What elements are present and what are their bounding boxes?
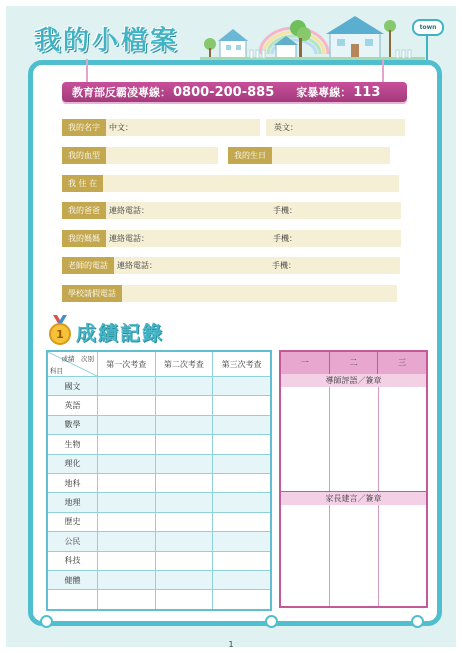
comment-column-header: 一 xyxy=(281,352,330,374)
mobile-label: 手機： xyxy=(273,234,297,243)
address-label: 我 住 在 xyxy=(62,175,103,192)
hotline-number-1: 0800-200-885 xyxy=(173,84,275,100)
school-row xyxy=(62,285,397,302)
score-cell[interactable] xyxy=(213,454,271,473)
score-cell[interactable] xyxy=(98,512,156,531)
comments-table xyxy=(279,350,428,608)
page-title: 我的小檔案 xyxy=(34,26,180,56)
subject-cell: 數學 xyxy=(47,415,98,434)
score-cell[interactable] xyxy=(155,377,213,396)
table-row xyxy=(47,377,271,396)
score-cell[interactable] xyxy=(155,551,213,570)
corner-bottom-label: 科目 xyxy=(50,367,63,375)
english-name-label: 英文： xyxy=(274,123,298,132)
subject-cell: 國文 xyxy=(47,377,98,396)
town-illustration xyxy=(200,14,425,60)
score-cell[interactable] xyxy=(155,435,213,454)
mobile-label: 手機： xyxy=(272,261,296,270)
exam-header: 第三次考查 xyxy=(213,351,271,377)
table-row xyxy=(47,512,271,531)
score-cell[interactable] xyxy=(213,551,271,570)
subject-cell: 生物 xyxy=(47,435,98,454)
score-cell[interactable] xyxy=(98,435,156,454)
father-phone-field[interactable] xyxy=(106,202,270,219)
subject-cell: 地理 xyxy=(47,493,98,512)
corner-dot xyxy=(40,615,53,628)
exam-header: 第一次考查 xyxy=(98,351,156,377)
hotline-number-2: 113 xyxy=(353,84,381,100)
table-row xyxy=(47,570,271,589)
score-cell[interactable] xyxy=(98,493,156,512)
score-cell[interactable] xyxy=(98,590,156,610)
table-row xyxy=(47,435,271,454)
father-mobile-field[interactable] xyxy=(270,202,401,219)
teacher-row xyxy=(62,257,400,274)
birthday-label: 我的生日 xyxy=(228,147,272,164)
parent-comment-heading: 家長建言／簽章 xyxy=(281,492,426,505)
subject-cell: 歷史 xyxy=(47,512,98,531)
address-field[interactable] xyxy=(103,175,399,192)
score-cell[interactable] xyxy=(213,377,271,396)
father-row xyxy=(62,202,401,219)
corner-cell xyxy=(47,351,98,377)
score-cell[interactable] xyxy=(155,493,213,512)
name-label: 我的名字 xyxy=(62,119,106,136)
name-row xyxy=(62,119,405,136)
mother-label: 我的媽媽 xyxy=(62,230,106,247)
comment-column-header: 二 xyxy=(330,352,379,374)
score-cell[interactable] xyxy=(155,590,213,610)
exam-header: 第二次考查 xyxy=(155,351,213,377)
corner-dot xyxy=(265,615,278,628)
table-row xyxy=(47,532,271,551)
score-cell[interactable] xyxy=(98,377,156,396)
grades-title: 成績記錄 xyxy=(76,321,164,345)
chinese-name-label: 中文： xyxy=(109,123,133,132)
table-row xyxy=(47,415,271,434)
blood-type-label: 我的血型 xyxy=(62,147,106,164)
score-cell[interactable] xyxy=(155,512,213,531)
table-row xyxy=(47,493,271,512)
contact-label: 連絡電話： xyxy=(117,261,157,270)
school-leave-phone-field[interactable] xyxy=(122,285,397,302)
teacher-comment-heading: 導師評語／簽章 xyxy=(281,374,426,387)
town-sign: town xyxy=(412,19,444,36)
subject-cell xyxy=(47,590,98,610)
score-cell[interactable] xyxy=(98,454,156,473)
score-cell[interactable] xyxy=(155,570,213,589)
column-divider xyxy=(378,387,379,491)
column-divider xyxy=(378,505,379,606)
score-cell[interactable] xyxy=(213,512,271,531)
mobile-label: 手機： xyxy=(273,206,297,215)
score-cell[interactable] xyxy=(213,493,271,512)
banner-hanger xyxy=(382,59,384,83)
score-cell[interactable] xyxy=(98,551,156,570)
subject-cell: 理化 xyxy=(47,454,98,473)
school-leave-phone-label: 學校請假電話 xyxy=(62,285,122,302)
contact-label: 連絡電話： xyxy=(109,206,149,215)
teacher-phone-label: 老師的電話 xyxy=(62,257,114,274)
hotline-banner xyxy=(62,82,407,102)
teacher-phone-field[interactable] xyxy=(114,257,269,274)
subject-cell: 地科 xyxy=(47,473,98,492)
corner-top-label: 成績 次別 xyxy=(61,355,94,363)
contact-label: 連絡電話： xyxy=(109,234,149,243)
subject-cell: 英語 xyxy=(47,396,98,415)
score-cell[interactable] xyxy=(213,415,271,434)
corner-dot xyxy=(411,615,424,628)
score-cell[interactable] xyxy=(213,590,271,610)
score-cell[interactable] xyxy=(98,415,156,434)
mother-phone-field[interactable] xyxy=(106,230,270,247)
score-cell[interactable] xyxy=(213,532,271,551)
hotline-label-1: 教育部反霸凌專線： xyxy=(72,86,171,99)
teacher-mobile-field[interactable] xyxy=(269,257,400,274)
father-label: 我的爸爸 xyxy=(62,202,106,219)
chinese-name-field[interactable] xyxy=(106,119,260,136)
table-row xyxy=(47,551,271,570)
mother-mobile-field[interactable] xyxy=(270,230,401,247)
column-divider xyxy=(329,505,330,606)
subject-cell: 健體 xyxy=(47,570,98,589)
score-cell[interactable] xyxy=(213,435,271,454)
banner-hanger xyxy=(86,59,88,83)
score-cell[interactable] xyxy=(98,570,156,589)
score-cell[interactable] xyxy=(155,415,213,434)
grades-header-row xyxy=(47,351,271,377)
column-divider xyxy=(329,387,330,491)
comments-header xyxy=(281,352,426,374)
score-cell[interactable] xyxy=(155,532,213,551)
table-row xyxy=(47,590,271,610)
hotline-label-2: 家暴專線： xyxy=(296,86,352,99)
score-cell[interactable] xyxy=(213,570,271,589)
address-row xyxy=(62,175,399,192)
comment-column-header: 三 xyxy=(398,358,407,367)
grades-table xyxy=(46,350,272,611)
english-name-field[interactable] xyxy=(266,119,405,136)
page-number: 1 xyxy=(228,640,234,649)
svg-text:1: 1 xyxy=(56,328,64,341)
blood-birthday-row xyxy=(62,147,390,164)
score-cell[interactable] xyxy=(155,396,213,415)
table-row xyxy=(47,396,271,415)
score-cell[interactable] xyxy=(213,396,271,415)
score-cell[interactable] xyxy=(98,396,156,415)
table-row xyxy=(47,454,271,473)
medal-icon xyxy=(47,315,73,345)
table-row xyxy=(47,473,271,492)
score-cell[interactable] xyxy=(98,473,156,492)
score-cell[interactable] xyxy=(98,532,156,551)
subject-cell: 公民 xyxy=(47,532,98,551)
mother-row xyxy=(62,230,401,247)
birthday-field[interactable] xyxy=(272,147,390,164)
blood-type-field[interactable] xyxy=(106,147,218,164)
score-cell[interactable] xyxy=(155,454,213,473)
score-cell[interactable] xyxy=(155,473,213,492)
score-cell[interactable] xyxy=(213,473,271,492)
subject-cell: 科技 xyxy=(47,551,98,570)
